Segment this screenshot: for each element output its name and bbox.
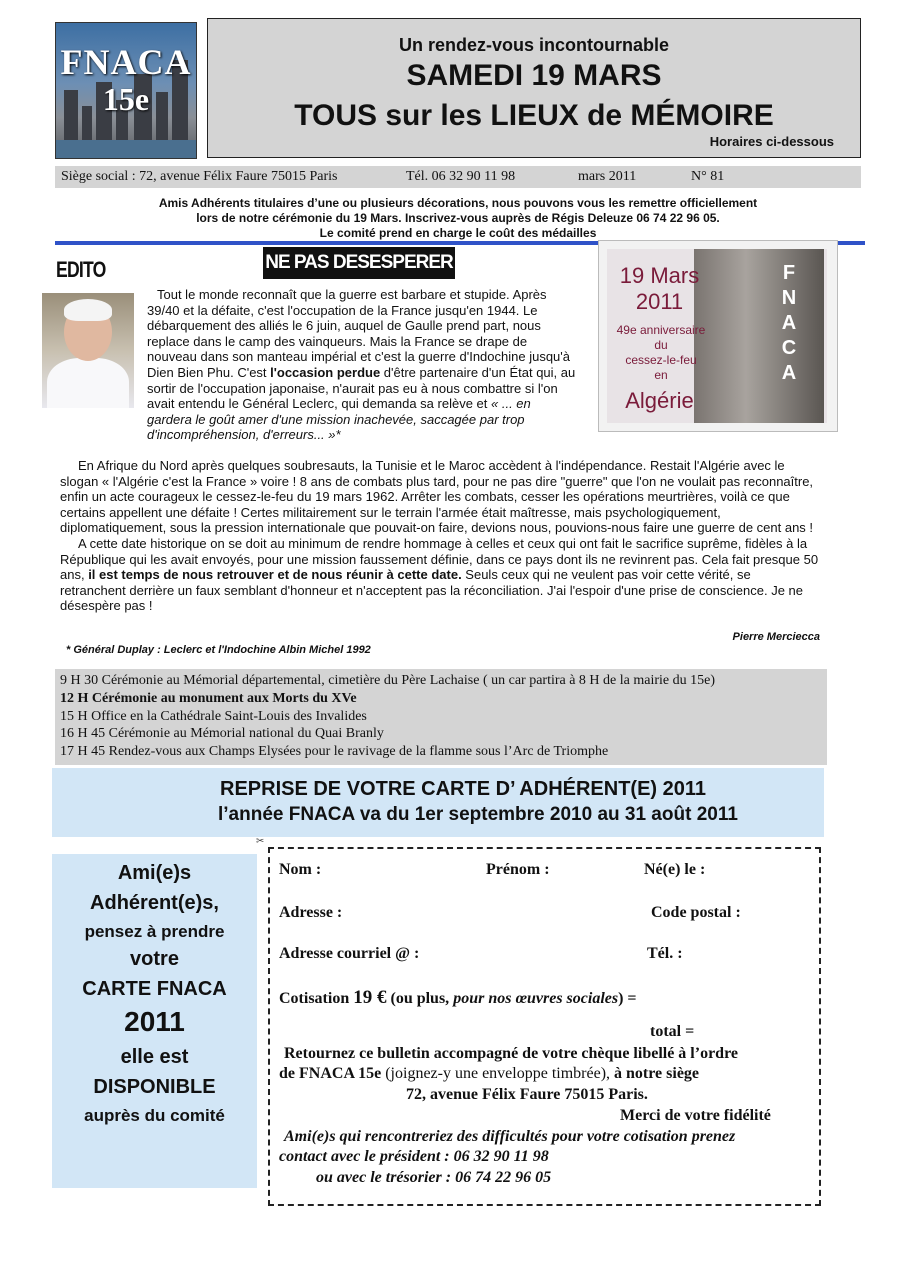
membership-form	[268, 847, 821, 1206]
reminder-line: auprès du comité	[84, 1106, 225, 1125]
edito-paragraph-2: En Afrique du Nord après quelques soubresauts, la Tunisie et le Maroc accèdent à l'indépendance. Restait l'Algérie avec le slogan « l'Algérie c'est la France » voire ! 8 ans de combats plus tard, pour ne pas dire "guerre" que l'on ne voulait pas reconnaître, enfin un acte courageux le cessez-le-feu du 19 mars 1962. Arrêter les combats, cesser les opérations meurtrières, voilà ce que certains appellent une défaite ! Certes militairement sur le terrain l'armée était maîtresse, mais psychologiquement, diplomatiquement, sous la pression internationale que pouvait-on faire, devions nous, pouvions-nous faire une guerre de cent ans !	[60, 458, 814, 536]
return-address: 72, avenue Félix Faure 75015 Paris.	[406, 1086, 648, 1103]
field-code-postal[interactable]: Code postal :	[651, 904, 741, 921]
field-tel[interactable]: Tél. :	[647, 945, 683, 962]
schedule-row: 16 H 45 Cérémonie au Mémorial national du Quai Branly	[60, 726, 384, 741]
return-line: de FNACA 15e (joignez-y une enveloppe timbrée), à notre siège	[279, 1065, 700, 1082]
reminder-line: Adhérent(e)s,	[90, 892, 219, 914]
notice-line: Amis Adhérents titulaires d’une ou plusieurs décorations, nous pouvons vous les remettre officiellement	[158, 196, 758, 210]
schedule-row: 9 H 30 Cérémonie au Mémorial départemental, cimetière du Père Lachaise ( un car partira à 8 H de la mairie du 15e)	[60, 673, 715, 688]
info-number: N° 81	[691, 169, 725, 184]
reminder-line: elle est	[120, 1046, 189, 1068]
logo-title: FNACA	[60, 42, 192, 82]
field-cotisation[interactable]: Cotisation 19 € (ou plus, pour nos œuvres sociales) =	[279, 987, 637, 1008]
reprise-banner	[52, 768, 824, 837]
info-bar	[55, 166, 861, 188]
author-photo	[42, 293, 134, 408]
field-nom[interactable]: Nom :	[279, 861, 322, 878]
schedule-box	[55, 669, 827, 765]
president-contact: contact avec le président : 06 32 90 11 98	[279, 1148, 549, 1165]
image-date: 19 Mars 2011	[619, 263, 700, 314]
field-prenom[interactable]: Prénom :	[486, 861, 550, 878]
field-birthdate[interactable]: Né(e) le :	[644, 861, 706, 878]
signature: Pierre Merciecca	[732, 631, 820, 643]
header-line1: Un rendez-vous incontournable	[398, 35, 670, 55]
field-adresse[interactable]: Adresse :	[279, 904, 343, 921]
edito-paragraph-1: Tout le monde reconnaît que la guerre est barbare et stupide. Après 39/40 et la défaite, c'est l'occupation de la France jusqu'en 1944. Le débarquement des alliés le 6 juin, auquel de Gaulle prend part, nous replace dans le camp des vainqueurs. Mais la France se drape de nouveau dans son manteau impérial et c'est la guerre d'Indochine jusqu'à Dien Bien Phu. C'est l'occasion perdue d'être partenaire d'un État qui, au sortir de l'occupation japonaise, n'aurait pas eu à nous combattre si l'on avait entendu le Général Leclerc, qui demanda sa relève et « ... en gardera le goût amer d'une mission inachevée, saccagée par trop d'incompréhension, d'erreurs... »*	[147, 287, 576, 443]
fnaca-logo	[55, 22, 197, 159]
return-line: Retournez ce bulletin accompagné de votre chèque libellé à l’ordre	[284, 1045, 738, 1062]
schedule-row: 15 H Office en la Cathédrale Saint-Louis des Invalides	[60, 709, 367, 724]
image-subtitle: 49e anniversaire du cessez-le-feu en	[616, 323, 706, 382]
reprise-title: REPRISE DE VOTRE CARTE D’ ADHÉRENT(E) 2011	[220, 778, 707, 800]
edito-body	[60, 458, 820, 614]
header-line4: Horaires ci-dessous	[709, 134, 834, 149]
reminder-line: CARTE FNACA	[82, 978, 227, 1000]
decoration-notice	[55, 196, 861, 241]
logo-subtitle: 15e	[102, 81, 150, 117]
reminder-line: votre	[130, 948, 179, 970]
reminder-line: Ami(e)s	[117, 862, 192, 884]
schedule-row: 12 H Cérémonie au monument aux Morts du XVe	[60, 691, 357, 706]
info-phone: Tél. 06 32 90 11 98	[406, 169, 516, 184]
membership-reminder	[52, 854, 257, 1188]
header-box	[207, 18, 861, 158]
reminder-year: 2011	[124, 1006, 185, 1037]
reminder-line: pensez à prendre	[84, 922, 225, 941]
reprise-subtitle: l’année FNACA va du 1er septembre 2010 au 31 août 2011	[218, 804, 738, 825]
scissors-icon: ✂	[256, 836, 265, 847]
edito-banner: NE PAS DESESPERER	[263, 247, 455, 279]
schedule-row: 17 H 45 Rendez-vous aux Champs Elysées pour le ravivage de la flamme sous l’Arc de Triomphe	[60, 744, 609, 759]
treasurer-contact: ou avec le trésorier : 06 74 22 96 05	[316, 1169, 552, 1186]
field-courriel[interactable]: Adresse courriel @ :	[279, 945, 420, 962]
header-line2: SAMEDI 19 MARS	[406, 59, 662, 92]
header-line3: TOUS sur les LIEUX de MÉMOIRE	[294, 99, 774, 132]
reminder-line: DISPONIBLE	[93, 1076, 216, 1098]
difficulty-line: Ami(e)s qui rencontreriez des difficultés pour votre cotisation prenez	[284, 1128, 736, 1145]
anniversary-image	[598, 240, 838, 432]
notice-line: lors de notre cérémonie du 19 Mars. Inscrivez-vous auprès de Régis Deleuze 06 74 22 96 05.	[196, 211, 720, 225]
thanks: Merci de votre fidélité	[620, 1107, 771, 1124]
vertical-fnaca: F N A C A	[781, 262, 797, 384]
info-address: Siège social : 72, avenue Félix Faure 75015 Paris	[61, 169, 338, 184]
image-place: Algérie	[625, 388, 694, 413]
edito-paragraph-3: A cette date historique on se doit au minimum de rendre hommage à celles et ceux qui ont fait le sacrifice suprême, fidèles à la République qui les avait envoyés, pour une mission faussement définie, dans ce pays dont ils ne revinrent pas. Cela fait presque 50 ans, il est temps de nous retrouver et de nous réunir à cette date. Seuls ceux qui ne veulent pas voir cette vérité, se retranchent derrière un faux semblant d'honneur et n'acceptent pas la réconciliation. J'ai l'espoir d'une prise de conscience. Je ne désespère pas !	[60, 535, 819, 614]
edito-label: EDITO	[56, 257, 106, 282]
footnote: * Général Duplay : Leclerc et l'Indochine Albin Michel 1992	[66, 644, 371, 656]
logo-river	[56, 140, 196, 158]
field-total[interactable]: total =	[650, 1023, 695, 1040]
notice-line: Le comité prend en charge le coût des médailles	[319, 226, 597, 240]
info-date: mars 2011	[578, 169, 637, 184]
